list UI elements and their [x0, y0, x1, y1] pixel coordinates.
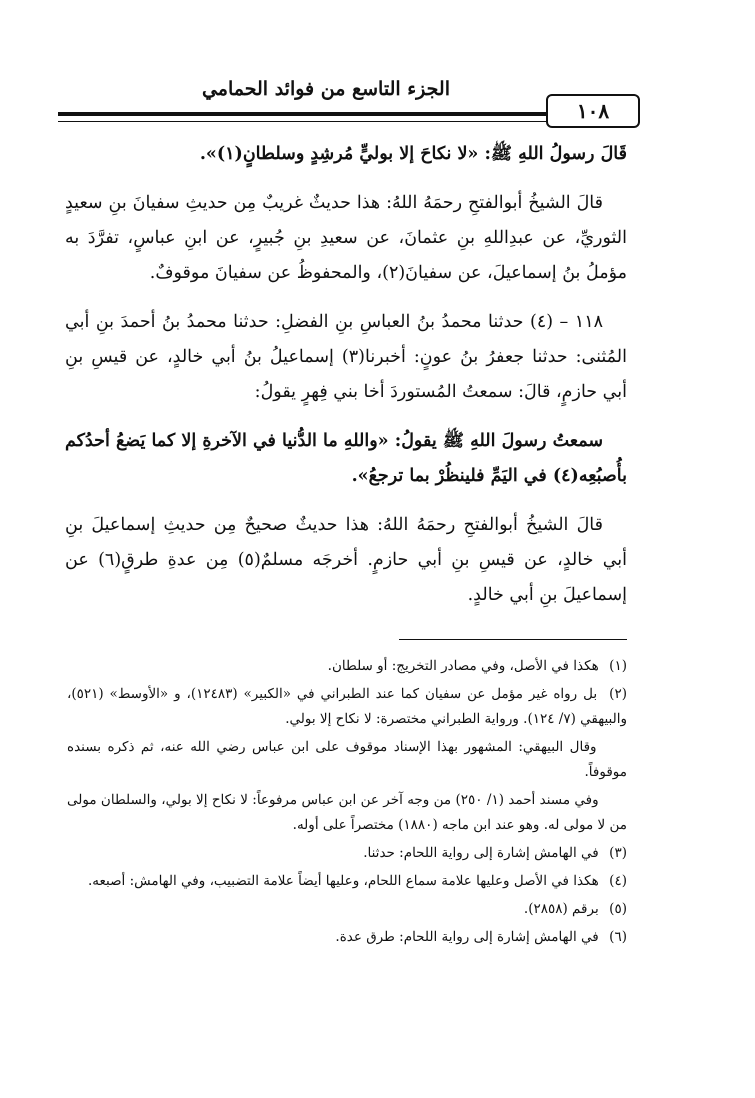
footnote-text: برقم (٢٨٥٨).	[523, 901, 599, 917]
hadith-text-2: سمعتُ رسولَ اللهِ ﷺ يقولُ: «واللهِ ما الدُّنيا في الآخرةِ إلا كما يَضعُ أحدُكم بأُصبُعِه(٤) في اليَمِّ فلينظُرْ بما ترجعُ».	[65, 431, 627, 486]
footnote-text: في الهامش إشارة إلى رواية اللحام: طرق عدة.	[335, 929, 599, 945]
footnote-1	[67, 654, 627, 679]
footnote-6	[67, 925, 627, 950]
header-rule-thick	[58, 112, 548, 116]
footnote-text: في الهامش إشارة إلى رواية اللحام: حدثنا.	[363, 845, 599, 861]
footnote-number: (١)	[609, 658, 627, 674]
footnotes	[67, 654, 627, 953]
footnote-5	[67, 897, 627, 922]
page-header	[58, 78, 640, 123]
footnote-number: (٣)	[609, 845, 627, 861]
footnote-2	[67, 682, 627, 732]
footnote-number: (٤)	[609, 873, 627, 889]
footnote-text: هكذا في الأصل وعليها علامة سماع اللحام، وعليها أيضاً علامة التضبيب، وفي الهامش: أصبعه.	[87, 873, 599, 889]
footnote-text: هكذا في الأصل، وفي مصادر التخريج: أو سلطان.	[327, 658, 599, 674]
commentary-paragraph-2: قالَ الشيخُ أبوالفتحِ رحمَهُ اللهُ: هذا حديثٌ صحيحٌ مِن حديثِ إسماعيلَ بنِ أبي خالدٍ، عن قيسِ بنِ أبي حازمٍ. أخرجَه مسلمٌ(٥) مِن عدةِ طرقٍ(٦) عن إسماعيلَ بنِ أبي خالدٍ.	[65, 515, 628, 605]
footnote-number: (٢)	[609, 686, 627, 702]
main-text	[65, 137, 627, 627]
footnote-text: وقال البيهقي: المشهور بهذا الإسناد موقوف على ابن عباس رضي الله عنه، ثم ذكره بسنده موقوفاً.	[67, 739, 627, 780]
isnad-paragraph: ١١٨ – (٤) حدثنا محمدُ بنُ العباسِ بنِ الفضلِ: حدثنا محمدُ بنُ أحمدَ بنِ أبي المُثنى: حدثنا جعفرُ بنُ عونٍ: أخبرنا(٣) إسماعيلُ بنُ أبي خالدٍ، عن قيسِ بنِ أبي حازمٍ، قالَ: سمعتُ المُستوردَ أخا بني فِهرٍ يقولُ:	[65, 312, 627, 402]
header-rule-thin	[58, 121, 548, 122]
footnote-text: وفي مسند أحمد (١/ ٢٥٠) من وجه آخر عن ابن عباس مرفوعاً: لا نكاح إلا بولي، والسلطان مولى من لا مولى له. وهو عند ابن ماجه (١٨٨٠) مختصراً على أوله.	[67, 792, 627, 833]
page-number-badge: ١٠٨	[546, 94, 640, 128]
footnote-number: (٥)	[609, 901, 627, 917]
footnote-2-continued-b	[67, 788, 627, 838]
commentary-paragraph-1: قالَ الشيخُ أبوالفتحِ رحمَهُ اللهُ: هذا حديثٌ غريبٌ مِن حديثِ سفيانَ بنِ سعيدٍ الثوريِّ، عن عبدِاللهِ بنِ عثمانَ، عن سعيدِ بنِ جُبيرٍ، عن ابنِ عباسٍ، تفرَّدَ به مؤملُ بنُ إسماعيلَ، عن سفيانَ(٢)، والمحفوظُ عن سفيانَ موقوفٌ.	[65, 193, 627, 283]
hadith-text-1: قَالَ رسولُ اللهِ ﷺ: «لا نكاحَ إلا بوليٍّ مُرشِدٍ وسلطانٍ(١)».	[199, 144, 627, 164]
footnote-number: (٦)	[609, 929, 627, 945]
footnote-2-continued-a	[67, 735, 627, 785]
footnote-text: بل رواه غير مؤمل عن سفيان كما عند الطبراني في «الكبير» (١٢٤٨٣)، و «الأوسط» (٥٢١)، والبيهقي (٧/ ١٢٤). ورواية الطبراني مختصرة: لا نكاح إلا بولي.	[67, 686, 627, 727]
footnote-separator	[399, 639, 627, 640]
footnote-3	[67, 841, 627, 866]
footnote-4	[67, 869, 627, 894]
running-title: الجزء التاسع من فوائد الحمامي	[201, 78, 450, 100]
